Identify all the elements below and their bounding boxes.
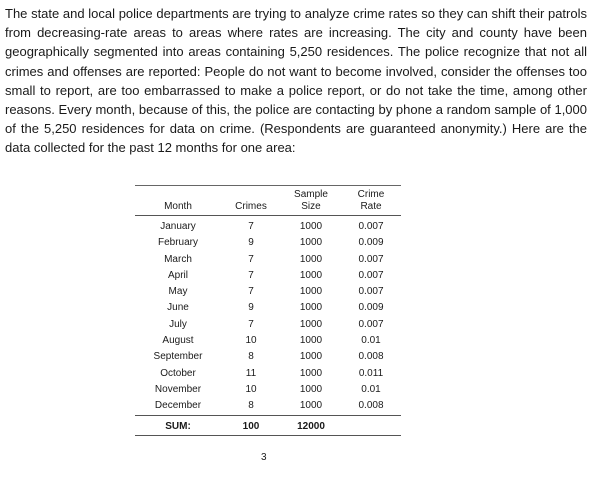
cell-sample-size: 1000: [281, 398, 341, 415]
cell-crime-rate: 0.007: [358, 318, 384, 330]
sum-sample-size: 12000: [281, 415, 341, 435]
cell-month: May: [168, 286, 188, 298]
cell-month: November: [154, 383, 202, 395]
sum-label: SUM:: [135, 415, 221, 435]
crime-data-table-container: [135, 185, 401, 436]
table-header: [135, 186, 401, 216]
table-row: [135, 252, 401, 268]
cell-sample-size: 1000: [299, 221, 323, 232]
cell-crime-rate: 0.009: [358, 237, 384, 249]
table-footer: [135, 415, 401, 435]
sum-crimes: 100: [221, 415, 281, 435]
cell-sample-size: 1000: [299, 318, 323, 330]
header-crime-rate: [341, 186, 401, 216]
problem-description: The state and local police departments are trying to analyze crime rates so they can shift their patrols from decreasing-rate areas to areas where rates are increasing. The city and county have been geographically segmented into areas containing 5,250 residences. The police recognize that not all crimes and offenses are reported: People do not want to become involved, consider the offenses too small to report, are too embarrassed to make a police report, or do not take the time, among other reasons. Every month, because of this, the police are contacting by phone a random sample of 1,000 of the 5,250 residences for data on crime. (Respondents are guaranteed anonymity.) Here are the data collected for the past 12 months for one area:: [5, 6, 587, 156]
cell-crime-rate: 0.007: [358, 253, 384, 265]
table-row: [135, 333, 401, 349]
cell-crimes: 8: [221, 398, 281, 415]
cell-crimes: 7: [248, 221, 254, 232]
header-sample-size-line1: Sample: [294, 189, 328, 200]
header-sample-size-line2: Size: [301, 201, 321, 212]
table-row: [135, 349, 401, 365]
table-row: [135, 382, 401, 398]
table-row: [135, 366, 401, 382]
cell-crime-rate: 0.008: [341, 398, 401, 415]
cell-crimes: 7: [248, 269, 254, 281]
header-crimes-label: Crimes: [235, 201, 267, 212]
cell-month: October: [160, 367, 196, 379]
cell-sample-size: 1000: [299, 237, 323, 249]
table-body: [135, 216, 401, 416]
cell-crimes: 9: [248, 302, 254, 314]
header-month: [135, 186, 221, 216]
cell-crime-rate: 0.008: [358, 351, 384, 363]
header-crimes: [221, 186, 281, 216]
sum-row: [135, 415, 401, 435]
cell-crime-rate: 0.01: [361, 335, 381, 347]
cell-crime-rate: 0.01: [361, 383, 381, 395]
cell-month: June: [167, 302, 189, 314]
cell-crimes: 11: [245, 367, 257, 379]
table-row: [135, 398, 401, 415]
cell-sample-size: 1000: [299, 367, 323, 379]
table-row: [135, 300, 401, 316]
cell-month: March: [164, 253, 192, 265]
table-row: [135, 317, 401, 333]
cell-crimes: 10: [245, 335, 257, 347]
cell-month: April: [167, 269, 188, 281]
header-crime-rate-line1: Crime: [357, 189, 385, 200]
crime-data-table: [135, 185, 401, 436]
cell-month: August: [162, 335, 194, 347]
table-row: [135, 216, 401, 236]
sum-crime-rate: [341, 415, 401, 435]
cell-crime-rate: 0.007: [358, 221, 384, 232]
cell-sample-size: 1000: [299, 351, 323, 363]
cell-crimes: 8: [248, 351, 254, 363]
cell-sample-size: 1000: [299, 335, 323, 347]
page-number: 3: [261, 452, 267, 463]
header-crime-rate-line2: Rate: [360, 201, 382, 212]
cell-month: July: [169, 318, 187, 330]
cell-crime-rate: 0.009: [358, 302, 384, 314]
cell-crimes: 9: [248, 237, 254, 249]
cell-sample-size: 1000: [299, 302, 323, 314]
cell-month: January: [160, 221, 196, 232]
cell-sample-size: 1000: [299, 383, 323, 395]
cell-crime-rate: 0.011: [358, 367, 384, 379]
cell-crimes: 7: [248, 286, 254, 298]
table-row: [135, 268, 401, 284]
cell-sample-size: 1000: [299, 253, 323, 265]
header-month-label: Month: [164, 201, 192, 212]
cell-sample-size: 1000: [299, 269, 323, 281]
cell-crime-rate: 0.007: [358, 269, 384, 281]
table-row: [135, 235, 401, 251]
cell-crime-rate: 0.007: [358, 286, 384, 298]
table-row: [135, 284, 401, 300]
cell-crimes: 10: [245, 383, 257, 395]
cell-crimes: 7: [248, 318, 254, 330]
cell-crimes: 7: [248, 253, 254, 265]
cell-month: December: [135, 398, 221, 415]
cell-sample-size: 1000: [299, 286, 323, 298]
header-sample-size: [281, 186, 341, 216]
cell-month: September: [153, 351, 203, 363]
cell-month: February: [157, 237, 198, 249]
